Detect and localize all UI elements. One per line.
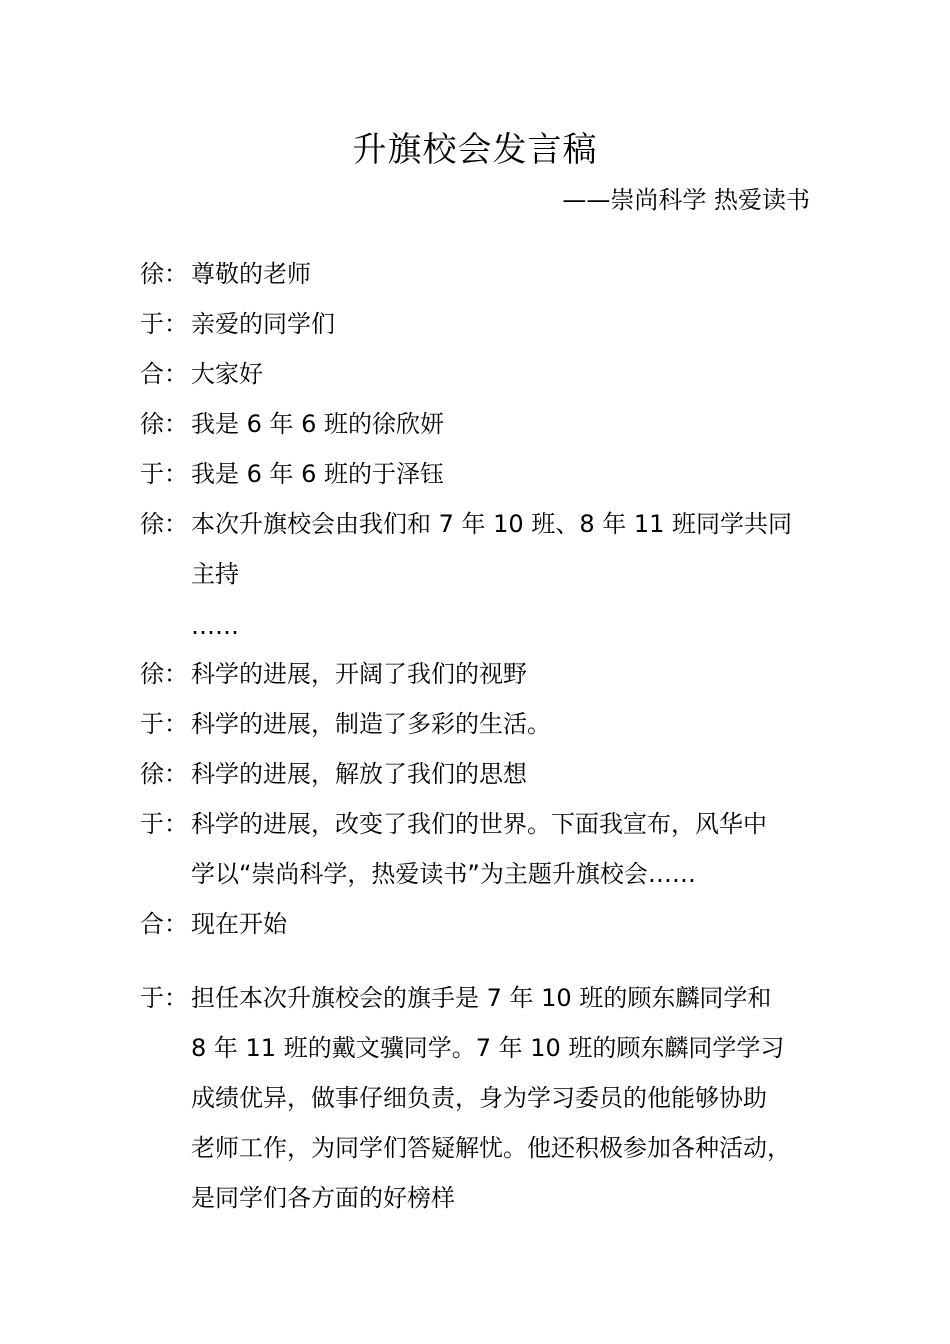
script-line bbox=[140, 404, 810, 444]
speaker-label: 徐： bbox=[140, 760, 188, 788]
speaker-label: 于： bbox=[140, 310, 188, 338]
line-text: 科学的进展，制造了多彩的生活。 bbox=[191, 710, 551, 738]
line-text: 学以“崇尚科学，热爱读书”为主题升旗校会…… bbox=[191, 860, 696, 888]
script-line bbox=[140, 354, 810, 394]
script-line-continuation bbox=[140, 1078, 810, 1118]
line-text: 我是 6 年 6 班的徐欣妍 bbox=[191, 410, 445, 438]
script-line bbox=[140, 804, 810, 844]
script-line bbox=[140, 454, 810, 494]
line-text: 本次升旗校会由我们和 7 年 10 班、8 年 11 班同学共同 bbox=[191, 510, 793, 538]
document-title: 升旗校会发言稿 bbox=[352, 130, 598, 170]
speaker-label: 徐： bbox=[140, 260, 188, 288]
script-line-continuation bbox=[140, 1128, 810, 1168]
line-text: 是同学们各方面的好榜样 bbox=[191, 1184, 455, 1212]
line-text: 现在开始 bbox=[191, 910, 287, 938]
line-text: 我是 6 年 6 班的于泽钰 bbox=[191, 460, 445, 488]
speaker-label: 合： bbox=[140, 910, 188, 938]
script-line bbox=[140, 654, 810, 694]
line-text: 科学的进展，改变了我们的世界。下面我宣布，风华中 bbox=[191, 810, 767, 838]
script-line-continuation bbox=[140, 1178, 810, 1218]
speaker-label: 合： bbox=[140, 360, 188, 388]
line-text: 科学的进展，解放了我们的思想 bbox=[191, 760, 527, 788]
script-ellipsis bbox=[140, 606, 810, 646]
line-text: 担任本次升旗校会的旗手是 7 年 10 班的顾东麟同学和 bbox=[191, 984, 772, 1012]
script-line bbox=[140, 304, 810, 344]
line-text: 成绩优异，做事仔细负责，身为学习委员的他能够协助 bbox=[191, 1084, 767, 1112]
line-text: 亲爱的同学们 bbox=[191, 310, 335, 338]
speaker-label: 于： bbox=[140, 710, 188, 738]
script-line-continuation bbox=[140, 554, 810, 594]
speaker-label: 于： bbox=[140, 460, 188, 488]
script-line bbox=[140, 904, 810, 944]
script-line bbox=[140, 978, 810, 1018]
speaker-label: 于： bbox=[140, 810, 188, 838]
line-text: 尊敬的老师 bbox=[191, 260, 311, 288]
line-text: 主持 bbox=[191, 560, 239, 588]
speaker-label: 于： bbox=[140, 984, 188, 1012]
script-line bbox=[140, 254, 810, 294]
script-line-continuation bbox=[140, 854, 810, 894]
script-line bbox=[140, 754, 810, 794]
speaker-label: 徐： bbox=[140, 660, 188, 688]
line-text: 老师工作，为同学们答疑解忧。他还积极参加各种活动， bbox=[191, 1134, 791, 1162]
speaker-label: 徐： bbox=[140, 510, 188, 538]
script-line bbox=[140, 704, 810, 744]
line-text: …… bbox=[191, 612, 239, 640]
line-text: 大家好 bbox=[191, 360, 263, 388]
line-text: 8 年 11 班的戴文骥同学。7 年 10 班的顾东麟同学学习 bbox=[191, 1034, 785, 1062]
document-subtitle: ——崇尚科学 热爱读书 bbox=[562, 186, 810, 214]
script-line bbox=[140, 504, 810, 544]
script-line-continuation bbox=[140, 1028, 810, 1068]
speaker-label: 徐： bbox=[140, 410, 188, 438]
line-text: 科学的进展，开阔了我们的视野 bbox=[191, 660, 527, 688]
